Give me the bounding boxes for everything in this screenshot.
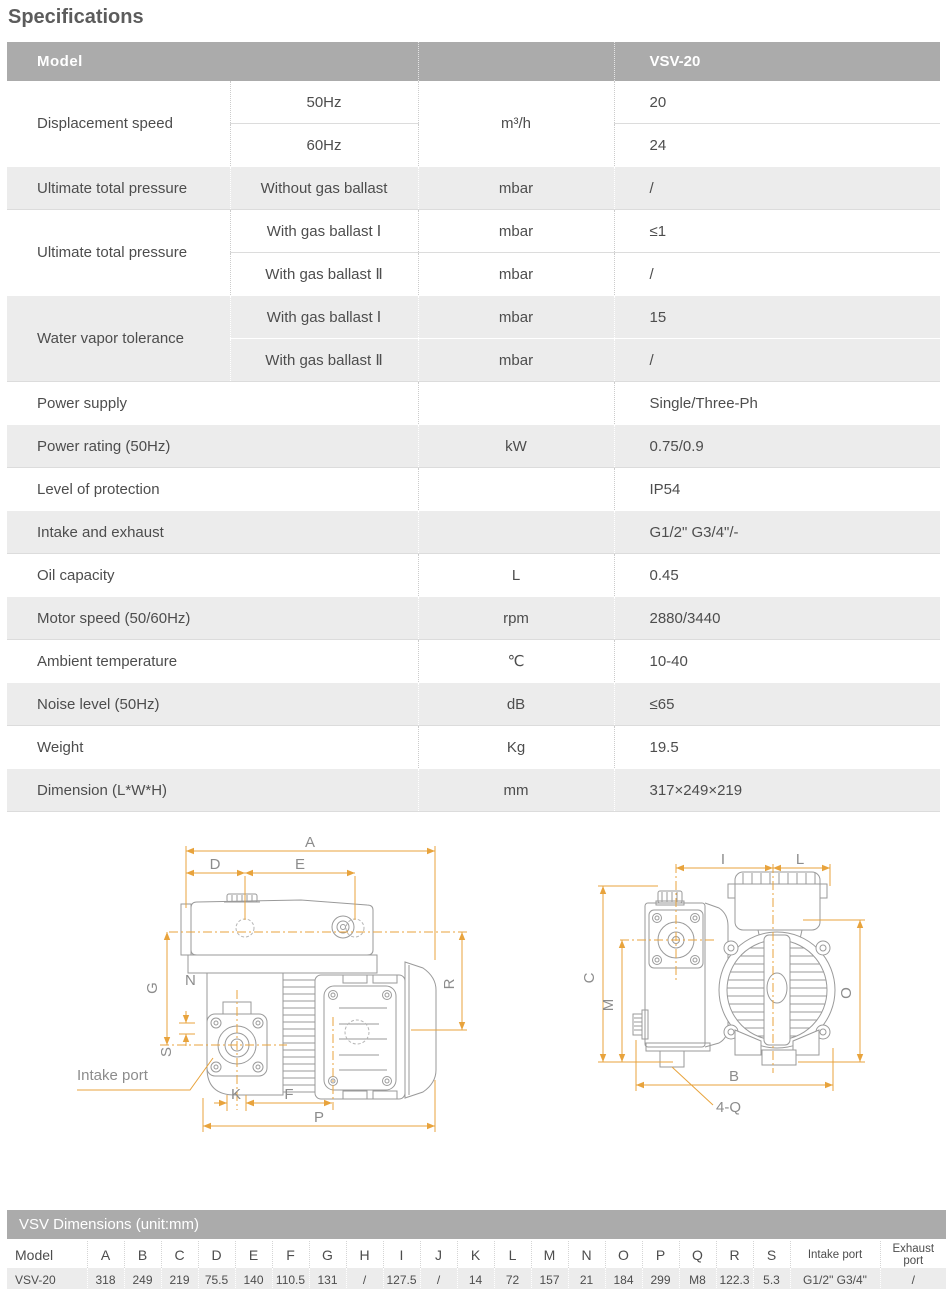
spec-row (7, 382, 940, 425)
dim-data-cell: 127.5 (383, 1268, 420, 1289)
spec-cell-unit: L (418, 554, 614, 597)
spec-cell-sub: With gas ballast Ⅱ (230, 253, 418, 296)
dim-label-A: A (304, 834, 316, 851)
spec-row (7, 769, 940, 812)
spec-row (7, 468, 940, 511)
spec-cell-sub: Without gas ballast (230, 167, 418, 210)
spec-cell-value: 0.45 (614, 554, 940, 597)
spec-cell-param: Displacement speed (37, 115, 173, 132)
spec-table-body (7, 81, 940, 812)
spec-cell-unit: ℃ (418, 640, 614, 683)
spec-cell-sub: 60Hz (230, 124, 418, 167)
dim-data-cell: 75.5 (198, 1268, 235, 1289)
spec-row (7, 296, 940, 339)
dim-data-cell: 249 (124, 1268, 161, 1289)
dim-label-S: S (158, 1046, 175, 1058)
spec-cell-unit (418, 468, 614, 511)
dim-column-header: A (87, 1241, 124, 1268)
dimensions-table-title: VSV Dimensions (unit:mm) (19, 1216, 200, 1233)
dim-label-N: N (185, 972, 196, 989)
spec-row (7, 81, 940, 124)
page-title: Specifications (8, 6, 144, 28)
spec-cell-param: Noise level (50Hz) (7, 683, 418, 726)
spec-cell-sub: With gas ballast Ⅰ (230, 210, 418, 253)
dim-column-header: Model (7, 1241, 87, 1268)
spec-row (7, 683, 940, 726)
dim-column-header: J (420, 1241, 457, 1268)
dim-data-cell: G1/2" G3/4" (790, 1268, 880, 1289)
spec-cell-unit: mbar (418, 167, 614, 210)
dim-label-R: R (441, 978, 458, 990)
dim-data-row (7, 1268, 946, 1289)
spec-cell-value: Single/Three-Ph (614, 382, 940, 425)
dim-data-cell: 131 (309, 1268, 346, 1289)
dim-data-cell: / (346, 1268, 383, 1289)
dim-label-F: F (284, 1086, 294, 1103)
dim-column-header: S (753, 1241, 790, 1268)
spec-row (7, 210, 940, 253)
spec-cell-value: / (614, 339, 940, 382)
dim-column-header: Q (679, 1241, 716, 1268)
spec-cell-param: Level of protection (7, 468, 418, 511)
spec-cell-value: ≤65 (614, 683, 940, 726)
dim-label-P: P (313, 1109, 325, 1126)
spec-cell-value: 0.75/0.9 (614, 425, 940, 468)
dim-label-G: G (144, 982, 161, 994)
dim-column-header: D (198, 1241, 235, 1268)
spec-cell-param: Ultimate total pressure (7, 210, 230, 296)
spec-cell-value: IP54 (614, 468, 940, 511)
dim-column-header: L (494, 1241, 531, 1268)
spec-row (7, 511, 940, 554)
mount-hole-leader-line (672, 1067, 713, 1105)
dim-data-cell: 21 (568, 1268, 605, 1289)
spec-row (7, 597, 940, 640)
spec-cell-sub: With gas ballast Ⅰ (230, 296, 418, 339)
dim-data-cell: 72 (494, 1268, 531, 1289)
dim-data-cell: 110.5 (272, 1268, 309, 1289)
dim-column-header: K (457, 1241, 494, 1268)
spec-cell-param: Power rating (50Hz) (7, 425, 418, 468)
spec-cell-sub: 50Hz (230, 81, 418, 124)
spec-cell-unit: dB (418, 683, 614, 726)
spec-cell-param: Ambient temperature (7, 640, 418, 683)
dimensions-table (7, 1241, 946, 1289)
spec-row (7, 425, 940, 468)
dim-label-E: E (294, 856, 306, 873)
dim-column-header: N (568, 1241, 605, 1268)
dim-data-cell: 157 (531, 1268, 568, 1289)
dim-data-cell: 184 (605, 1268, 642, 1289)
spec-cell-param: Power supply (7, 382, 418, 425)
spec-cell-param: Dimension (L*W*H) (7, 769, 418, 812)
dimensions-header-row (7, 1241, 946, 1268)
spec-cell-param: Water vapor tolerance (7, 296, 230, 382)
dim-column-header: H (346, 1241, 383, 1268)
spec-cell-unit: m³/h (418, 81, 614, 167)
dim-data-cell: / (420, 1268, 457, 1289)
spec-header-row (7, 42, 940, 81)
dim-column-header: P (642, 1241, 679, 1268)
spec-cell-unit: mbar (418, 296, 614, 339)
dim-label-M: M (600, 998, 617, 1012)
spec-cell-unit: mbar (418, 253, 614, 296)
spec-cell-unit: rpm (418, 597, 614, 640)
dim-data-cell: 122.3 (716, 1268, 753, 1289)
spec-row (7, 167, 940, 210)
spec-cell-unit: mbar (418, 339, 614, 382)
dim-column-header: F (272, 1241, 309, 1268)
dim-data-cell: 299 (642, 1268, 679, 1289)
dim-data-cell: M8 (679, 1268, 716, 1289)
spec-cell-value: ≤1 (614, 210, 940, 253)
dim-column-header: Exhaust port (880, 1241, 946, 1268)
pump-side-view-drawing (55, 812, 485, 1157)
dimensions-table-title-bar (7, 1210, 946, 1239)
dim-column-header: E (235, 1241, 272, 1268)
dim-column-header: B (124, 1241, 161, 1268)
dim-data-cell: / (880, 1268, 946, 1289)
spec-cell-unit (418, 511, 614, 554)
dim-label-L: L (795, 851, 805, 868)
dimensions-table-body (7, 1268, 946, 1289)
dim-data-cell: 318 (87, 1268, 124, 1289)
spec-cell-unit (418, 382, 614, 425)
dim-data-cell: 14 (457, 1268, 494, 1289)
dim-column-header: R (716, 1241, 753, 1268)
spec-row (7, 640, 940, 683)
spec-cell-param: Motor speed (50/60Hz) (7, 597, 418, 640)
dim-column-header: I (383, 1241, 420, 1268)
specifications-table (7, 42, 940, 812)
spec-cell-value: 317×249×219 (614, 769, 940, 812)
spec-cell-sub: With gas ballast Ⅱ (230, 339, 418, 382)
dim-data-cell: VSV-20 (7, 1268, 87, 1289)
dim-data-cell: 140 (235, 1268, 272, 1289)
dim-data-cell: 219 (161, 1268, 198, 1289)
pump-side-linework (181, 894, 436, 1099)
dim-label-D: D (209, 856, 221, 873)
spec-cell-value: 10-40 (614, 640, 940, 683)
spec-cell-param: Ultimate total pressure (7, 167, 230, 210)
spec-cell-value: 20 (614, 81, 940, 124)
spec-cell-value: 19.5 (614, 726, 940, 769)
dim-label-I: I (720, 851, 726, 868)
dim-label-O: O (838, 987, 855, 999)
dim-label-K: K (230, 1086, 242, 1103)
dim-column-header: Intake port (790, 1241, 880, 1268)
pump-front-view-drawing (565, 838, 946, 1138)
intake-port-label: Intake port (77, 1067, 148, 1084)
dim-column-header: C (161, 1241, 198, 1268)
spec-cell-param: Intake and exhaust (7, 511, 418, 554)
dim-data-cell: 5.3 (753, 1268, 790, 1289)
spec-cell-value: G1/2" G3/4"/- (614, 511, 940, 554)
dim-column-header: M (531, 1241, 568, 1268)
spec-header-unit-cell (418, 42, 614, 81)
spec-cell-value: 15 (614, 296, 940, 339)
spec-cell-unit: mbar (418, 210, 614, 253)
spec-row (7, 554, 940, 597)
spec-cell-value: 2880/3440 (614, 597, 940, 640)
spec-cell-unit: Kg (418, 726, 614, 769)
dim-label-B: B (728, 1068, 740, 1085)
dim-column-header: G (309, 1241, 346, 1268)
spec-cell-value: / (614, 253, 940, 296)
dim-label-C: C (581, 972, 598, 984)
spec-header-product: VSV-20 (614, 42, 940, 81)
spec-header-model: Model (7, 42, 418, 81)
spec-cell-unit: mm (418, 769, 614, 812)
spec-cell-param: Weight (7, 726, 418, 769)
mount-hole-callout: 4-Q (716, 1099, 742, 1116)
spec-cell-value: / (614, 167, 940, 210)
spec-cell-value: 24 (614, 124, 940, 167)
pump-front-linework (633, 872, 839, 1067)
spec-cell-param: Oil capacity (7, 554, 418, 597)
spec-cell-unit: kW (418, 425, 614, 468)
spec-row (7, 726, 940, 769)
dim-column-header: O (605, 1241, 642, 1268)
